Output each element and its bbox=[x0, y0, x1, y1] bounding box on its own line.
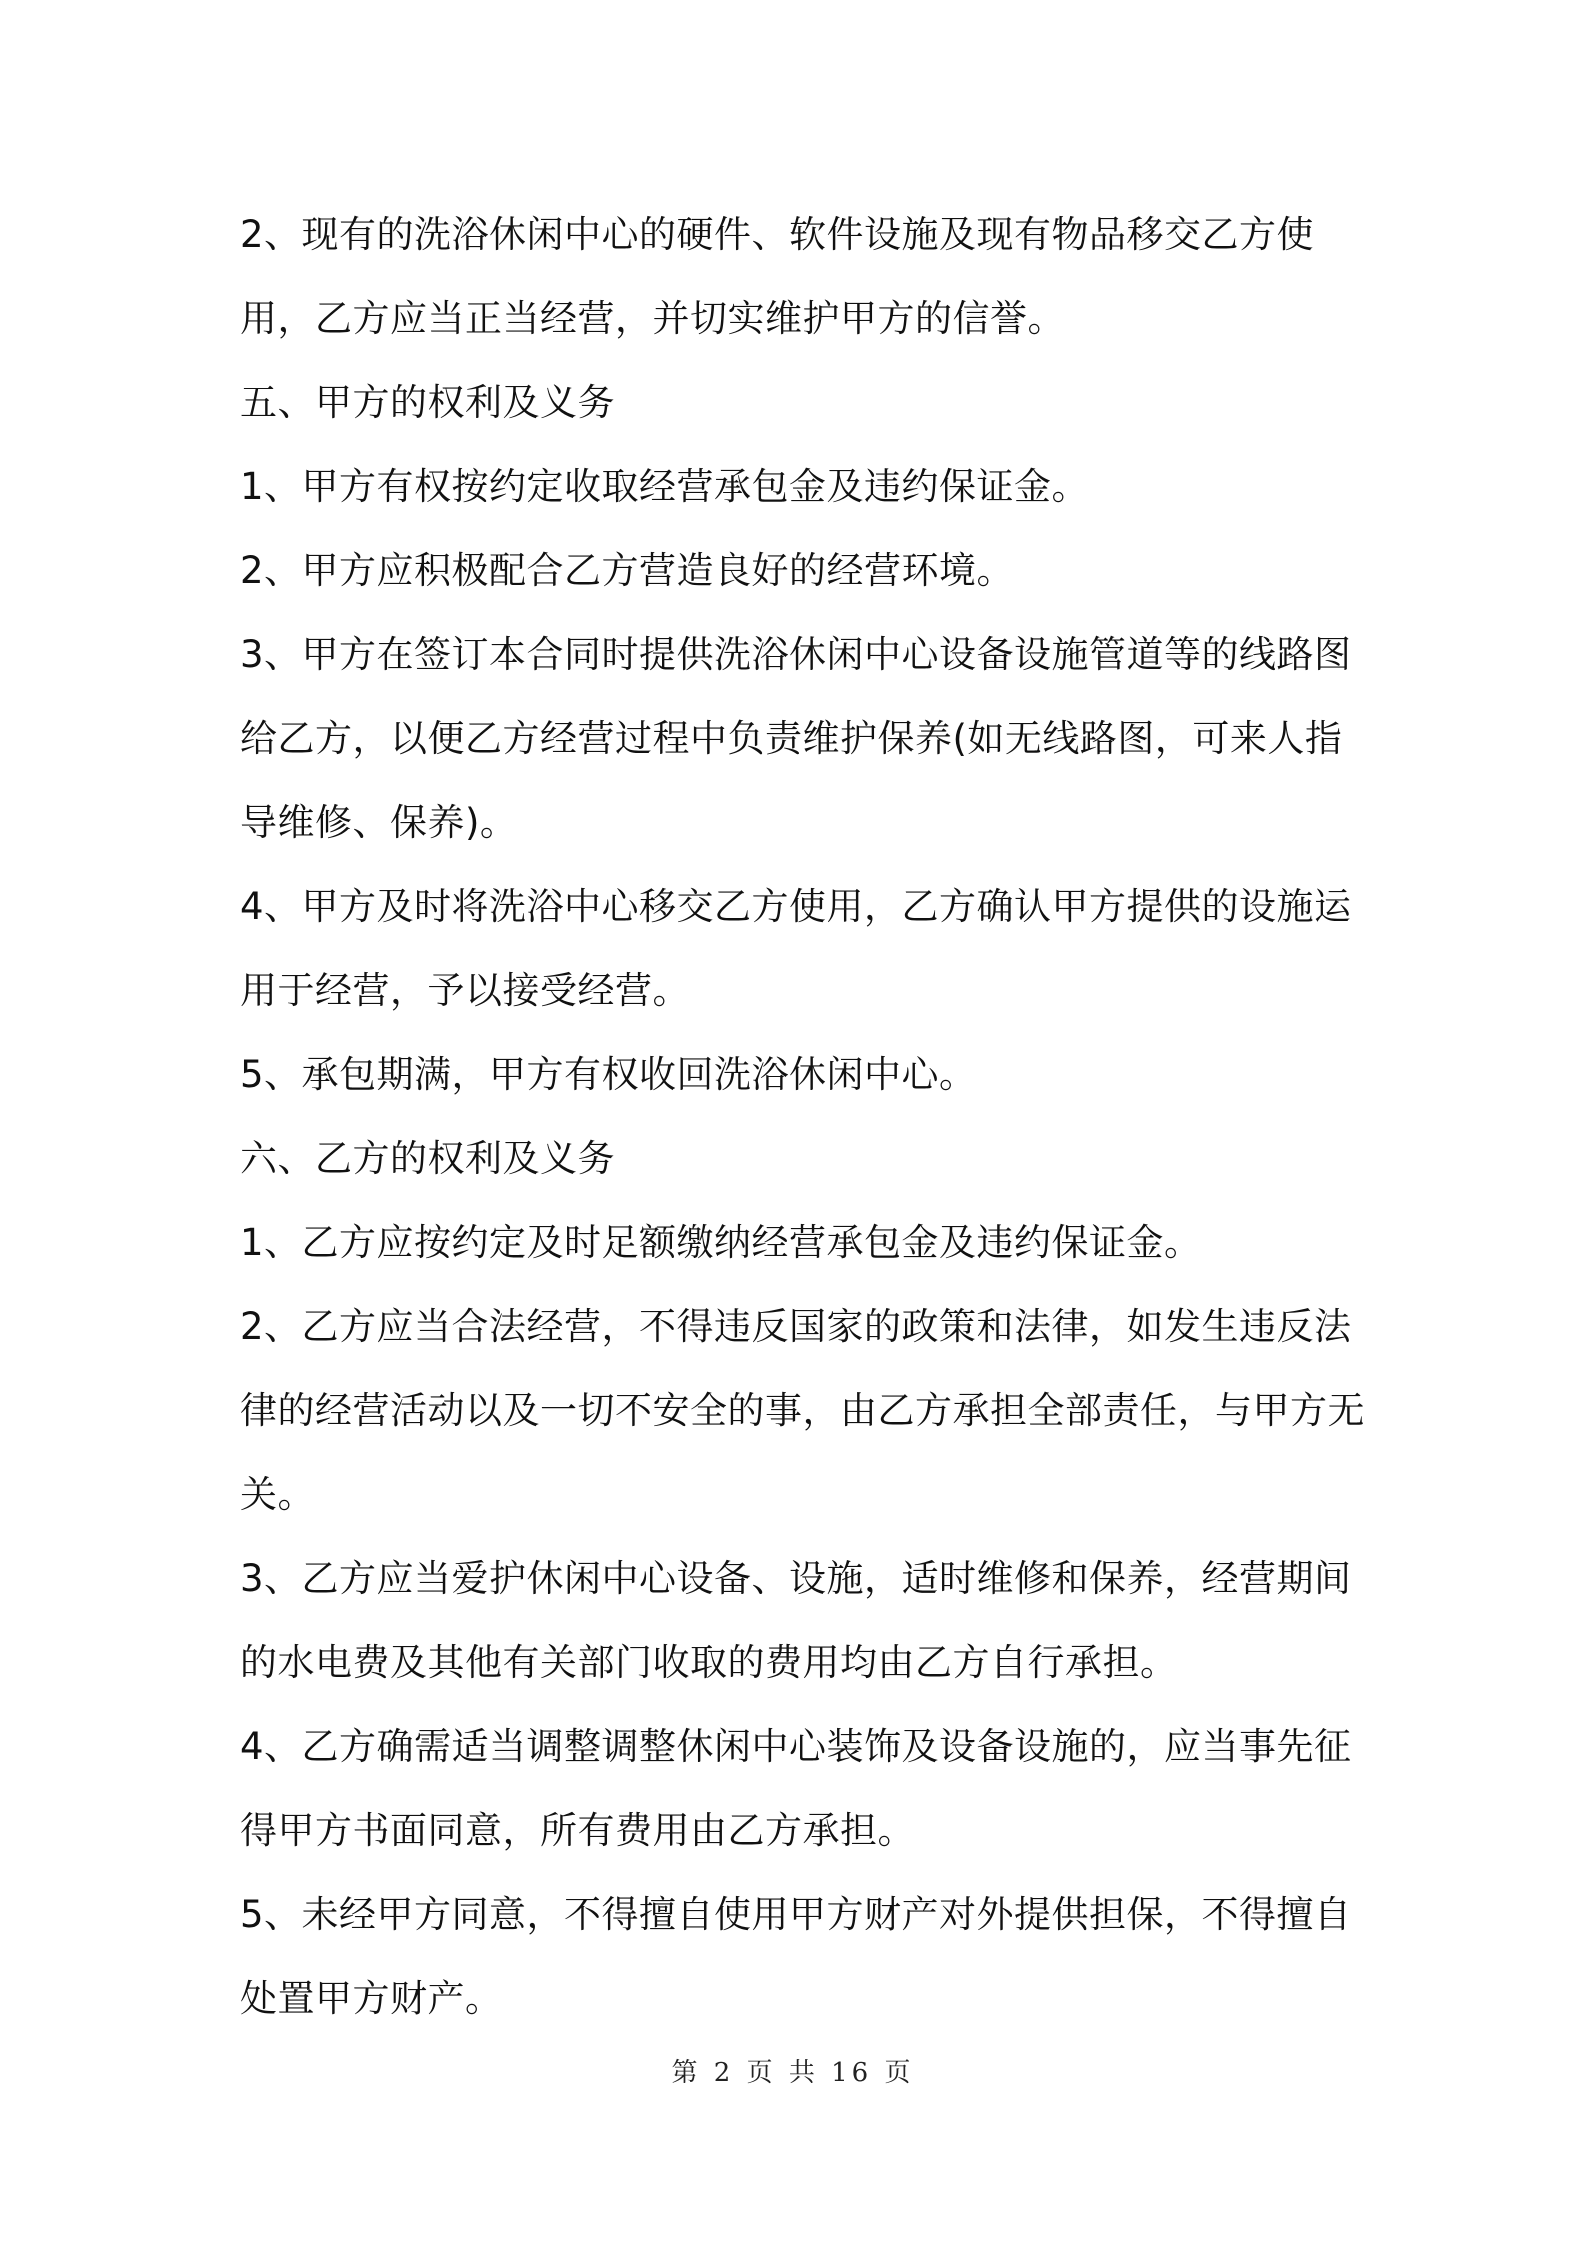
section-heading: 六、乙方的权利及义务 bbox=[240, 1137, 615, 1180]
paragraph: 3、乙方应当爱护休闲中心设备、设施，适时维修和保养，经营期间的水电费及其他有关部门收取的费用均由乙方自行承担。 bbox=[240, 1557, 1352, 1684]
paragraph: 4、乙方确需适当调整调整休闲中心装饰及设备设施的，应当事先征得甲方书面同意，所有费用由乙方承担。 bbox=[240, 1725, 1352, 1852]
paragraph: 2、甲方应积极配合乙方营造良好的经营环境。 bbox=[240, 549, 1015, 592]
paragraph: 2、现有的洗浴休闲中心的硬件、软件设施及现有物品移交乙方使用，乙方应当正当经营，并切实维护甲方的信誉。 bbox=[240, 213, 1315, 340]
section-heading: 五、甲方的权利及义务 bbox=[240, 381, 615, 424]
paragraph: 2、乙方应当合法经营，不得违反国家的政策和法律，如发生违反法律的经营活动以及一切不安全的事，由乙方承担全部责任，与甲方无关。 bbox=[240, 1305, 1365, 1516]
page-number-footer: 第 2 页 共 16 页 bbox=[671, 2058, 915, 2088]
paragraph: 1、乙方应按约定及时足额缴纳经营承包金及违约保证金。 bbox=[240, 1221, 1202, 1264]
paragraph: 4、甲方及时将洗浴中心移交乙方使用，乙方确认甲方提供的设施运用于经营，予以接受经营。 bbox=[240, 885, 1352, 1012]
paragraph: 1、甲方有权按约定收取经营承包金及违约保证金。 bbox=[240, 465, 1090, 508]
document-body bbox=[240, 193, 1370, 2041]
paragraph: 5、承包期满，甲方有权收回洗浴休闲中心。 bbox=[240, 1053, 977, 1096]
paragraph: 3、甲方在签订本合同时提供洗浴休闲中心设备设施管道等的线路图给乙方，以便乙方经营过程中负责维护保养(如无线路图，可来人指导维修、保养)。 bbox=[240, 633, 1352, 844]
paragraph: 5、未经甲方同意，不得擅自使用甲方财产对外提供担保，不得擅自处置甲方财产。 bbox=[240, 1893, 1352, 2020]
